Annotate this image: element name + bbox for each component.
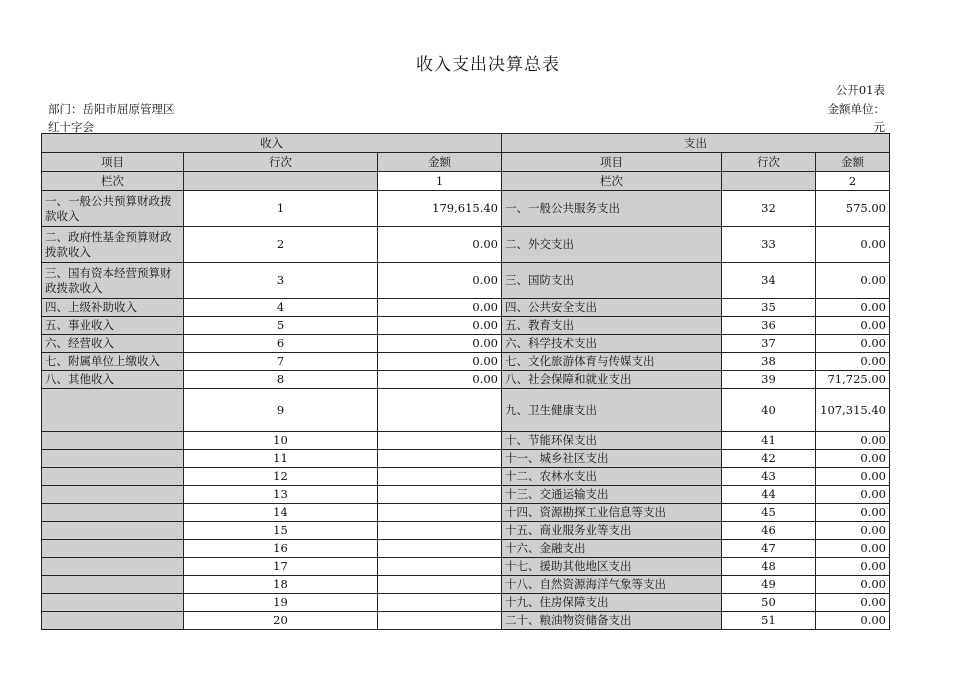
- income-line-cell: 13: [184, 486, 378, 504]
- expense-line-cell: 35: [722, 299, 816, 317]
- expense-amount-cell: 0.00: [816, 317, 890, 335]
- income-amount-cell: 0.00: [378, 317, 502, 335]
- expense-item-cell: 一、一般公共服务支出: [502, 191, 722, 227]
- form-number: 公开01表: [835, 83, 885, 97]
- income-item-cell: 五、事业收入: [42, 317, 184, 335]
- income-amount-cell: 179,615.40: [378, 191, 502, 227]
- income-item-cell: [42, 389, 184, 432]
- expense-amount-cell: 71,725.00: [816, 371, 890, 389]
- department-name-cont: 红十字会: [48, 120, 94, 134]
- income-item-cell: [42, 576, 184, 594]
- expense-item-cell: 十三、交通运输支出: [502, 486, 722, 504]
- table-row: [42, 335, 890, 353]
- expense-item-cell: 十九、住房保障支出: [502, 594, 722, 612]
- expense-amount-cell: 107,315.40: [816, 389, 890, 432]
- expense-amount-cell: 0.00: [816, 612, 890, 630]
- amount-unit-label: 金额单位：: [827, 102, 885, 116]
- expense-item-cell: 十一、城乡社区支出: [502, 450, 722, 468]
- income-item-cell: [42, 504, 184, 522]
- income-item-cell: 四、上级补助收入: [42, 299, 184, 317]
- expense-amount-cell: 0.00: [816, 594, 890, 612]
- expense-amount-header: 金额: [816, 153, 890, 172]
- income-amount-cell: 0.00: [378, 371, 502, 389]
- expense-line-cell: 36: [722, 317, 816, 335]
- income-line-cell: 3: [184, 263, 378, 299]
- table-row: [42, 450, 890, 468]
- expense-line-cell: 37: [722, 335, 816, 353]
- expense-amount-cell: 0.00: [816, 576, 890, 594]
- expense-line-cell: 39: [722, 371, 816, 389]
- expense-line-cell: 49: [722, 576, 816, 594]
- department-label: 部门：岳阳市屈原管理区: [48, 102, 175, 116]
- table-row: [42, 522, 890, 540]
- income-item-cell: [42, 432, 184, 450]
- income-item-cell: 三、国有资本经营预算财政拨款收入: [42, 263, 184, 299]
- income-line-cell: 20: [184, 612, 378, 630]
- table-row: [42, 299, 890, 317]
- expense-line-cell: 44: [722, 486, 816, 504]
- table-row: [42, 558, 890, 576]
- expense-item-cell: 十七、援助其他地区支出: [502, 558, 722, 576]
- income-amount-cell: 0.00: [378, 353, 502, 371]
- expense-amount-cell: 0.00: [816, 335, 890, 353]
- expense-line-cell: 41: [722, 432, 816, 450]
- income-amount-cell: [378, 504, 502, 522]
- income-item-cell: [42, 558, 184, 576]
- expense-item-cell: 四、公共安全支出: [502, 299, 722, 317]
- income-item-cell: 七、附属单位上缴收入: [42, 353, 184, 371]
- income-amount-cell: [378, 576, 502, 594]
- income-header: 收入: [42, 134, 502, 153]
- income-amount-cell: 0.00: [378, 335, 502, 353]
- table-row: [42, 540, 890, 558]
- table-row: [42, 317, 890, 335]
- table-row: [42, 486, 890, 504]
- expense-item-cell: 十二、农林水支出: [502, 468, 722, 486]
- income-line-cell: 15: [184, 522, 378, 540]
- income-line-cell: 11: [184, 450, 378, 468]
- expense-amount-cell: 0.00: [816, 558, 890, 576]
- table-row: [42, 227, 890, 263]
- page-title: 收入支出决算总表: [416, 55, 560, 75]
- expense-item-cell: 三、国防支出: [502, 263, 722, 299]
- income-line-cell: 19: [184, 594, 378, 612]
- income-line-cell: 16: [184, 540, 378, 558]
- income-amount-cell: 0.00: [378, 263, 502, 299]
- income-item-cell: [42, 540, 184, 558]
- table-row: [42, 468, 890, 486]
- table-row: [42, 371, 890, 389]
- income-line-cell: 7: [184, 353, 378, 371]
- income-col-label: 栏次: [42, 172, 184, 191]
- income-amount-cell: [378, 389, 502, 432]
- income-item-cell: [42, 468, 184, 486]
- expense-amount-cell: 0.00: [816, 522, 890, 540]
- table-row: [42, 263, 890, 299]
- expense-line-cell: 40: [722, 389, 816, 432]
- expense-line-cell: 38: [722, 353, 816, 371]
- income-item-cell: 一、一般公共预算财政拨款收入: [42, 191, 184, 227]
- income-line-cell: 1: [184, 191, 378, 227]
- expense-col-number: 2: [816, 172, 890, 191]
- expense-amount-cell: 575.00: [816, 191, 890, 227]
- income-line-header: 行次: [184, 153, 378, 172]
- table-row: [42, 576, 890, 594]
- expense-item-cell: 十四、资源勘探工业信息等支出: [502, 504, 722, 522]
- expense-amount-cell: 0.00: [816, 486, 890, 504]
- income-amount-cell: [378, 540, 502, 558]
- amount-unit: 元: [873, 120, 885, 134]
- income-amount-cell: 0.00: [378, 299, 502, 317]
- expense-amount-cell: 0.00: [816, 227, 890, 263]
- table-row: [42, 432, 890, 450]
- income-item-cell: [42, 594, 184, 612]
- table-row: [42, 612, 890, 630]
- expense-item-cell: 十六、金融支出: [502, 540, 722, 558]
- expense-amount-cell: 0.00: [816, 468, 890, 486]
- income-col-number: 1: [378, 172, 502, 191]
- income-amount-cell: [378, 486, 502, 504]
- expense-line-cell: 50: [722, 594, 816, 612]
- expense-item-cell: 八、社会保障和就业支出: [502, 371, 722, 389]
- expense-amount-cell: 0.00: [816, 540, 890, 558]
- expense-item-cell: 二、外交支出: [502, 227, 722, 263]
- expense-line-cell: 51: [722, 612, 816, 630]
- income-amount-header: 金额: [378, 153, 502, 172]
- income-item-header: 项目: [42, 153, 184, 172]
- expense-item-cell: 七、文化旅游体育与传媒支出: [502, 353, 722, 371]
- expense-amount-cell: 0.00: [816, 263, 890, 299]
- expense-item-cell: 九、卫生健康支出: [502, 389, 722, 432]
- expense-amount-cell: 0.00: [816, 353, 890, 371]
- income-item-cell: 六、经营收入: [42, 335, 184, 353]
- income-line-cell: 4: [184, 299, 378, 317]
- income-line-cell: 17: [184, 558, 378, 576]
- income-expense-table: [41, 133, 890, 630]
- expense-line-cell: 47: [722, 540, 816, 558]
- income-line-cell: 6: [184, 335, 378, 353]
- expense-amount-cell: 0.00: [816, 432, 890, 450]
- income-amount-cell: 0.00: [378, 227, 502, 263]
- table-row: [42, 191, 890, 227]
- income-line-cell: 5: [184, 317, 378, 335]
- income-line-cell: 10: [184, 432, 378, 450]
- expense-amount-cell: 0.00: [816, 450, 890, 468]
- income-item-cell: [42, 612, 184, 630]
- income-line-cell: 2: [184, 227, 378, 263]
- expense-line-header: 行次: [722, 153, 816, 172]
- income-amount-cell: [378, 522, 502, 540]
- income-amount-cell: [378, 432, 502, 450]
- expense-item-cell: 二十、粮油物资储备支出: [502, 612, 722, 630]
- income-line-cell: 8: [184, 371, 378, 389]
- expense-line-cell: 42: [722, 450, 816, 468]
- expense-item-cell: 十五、商业服务业等支出: [502, 522, 722, 540]
- table-row: [42, 353, 890, 371]
- income-amount-cell: [378, 558, 502, 576]
- expense-item-cell: 五、教育支出: [502, 317, 722, 335]
- expense-col-label: 栏次: [502, 172, 722, 191]
- table-row: [42, 504, 890, 522]
- income-item-cell: [42, 486, 184, 504]
- expense-item-cell: 十、节能环保支出: [502, 432, 722, 450]
- table-row: [42, 594, 890, 612]
- expense-line-cell: 33: [722, 227, 816, 263]
- expense-line-cell: 34: [722, 263, 816, 299]
- income-amount-cell: [378, 468, 502, 486]
- expense-line-cell: 32: [722, 191, 816, 227]
- expense-amount-cell: 0.00: [816, 299, 890, 317]
- expense-item-cell: 六、科学技术支出: [502, 335, 722, 353]
- income-line-cell: 12: [184, 468, 378, 486]
- income-item-cell: [42, 522, 184, 540]
- income-line-cell: 14: [184, 504, 378, 522]
- expense-line-cell: 48: [722, 558, 816, 576]
- table-row: [42, 389, 890, 432]
- expense-item-cell: 十八、自然资源海洋气象等支出: [502, 576, 722, 594]
- income-item-cell: [42, 450, 184, 468]
- income-amount-cell: [378, 594, 502, 612]
- expense-item-header: 项目: [502, 153, 722, 172]
- income-item-cell: 二、政府性基金预算财政拨款收入: [42, 227, 184, 263]
- income-item-cell: 八、其他收入: [42, 371, 184, 389]
- income-amount-cell: [378, 450, 502, 468]
- expense-line-cell: 43: [722, 468, 816, 486]
- income-line-cell: 9: [184, 389, 378, 432]
- expense-header: 支出: [502, 134, 890, 153]
- expense-line-cell: 45: [722, 504, 816, 522]
- income-amount-cell: [378, 612, 502, 630]
- income-line-cell: 18: [184, 576, 378, 594]
- expense-line-cell: 46: [722, 522, 816, 540]
- expense-amount-cell: 0.00: [816, 504, 890, 522]
